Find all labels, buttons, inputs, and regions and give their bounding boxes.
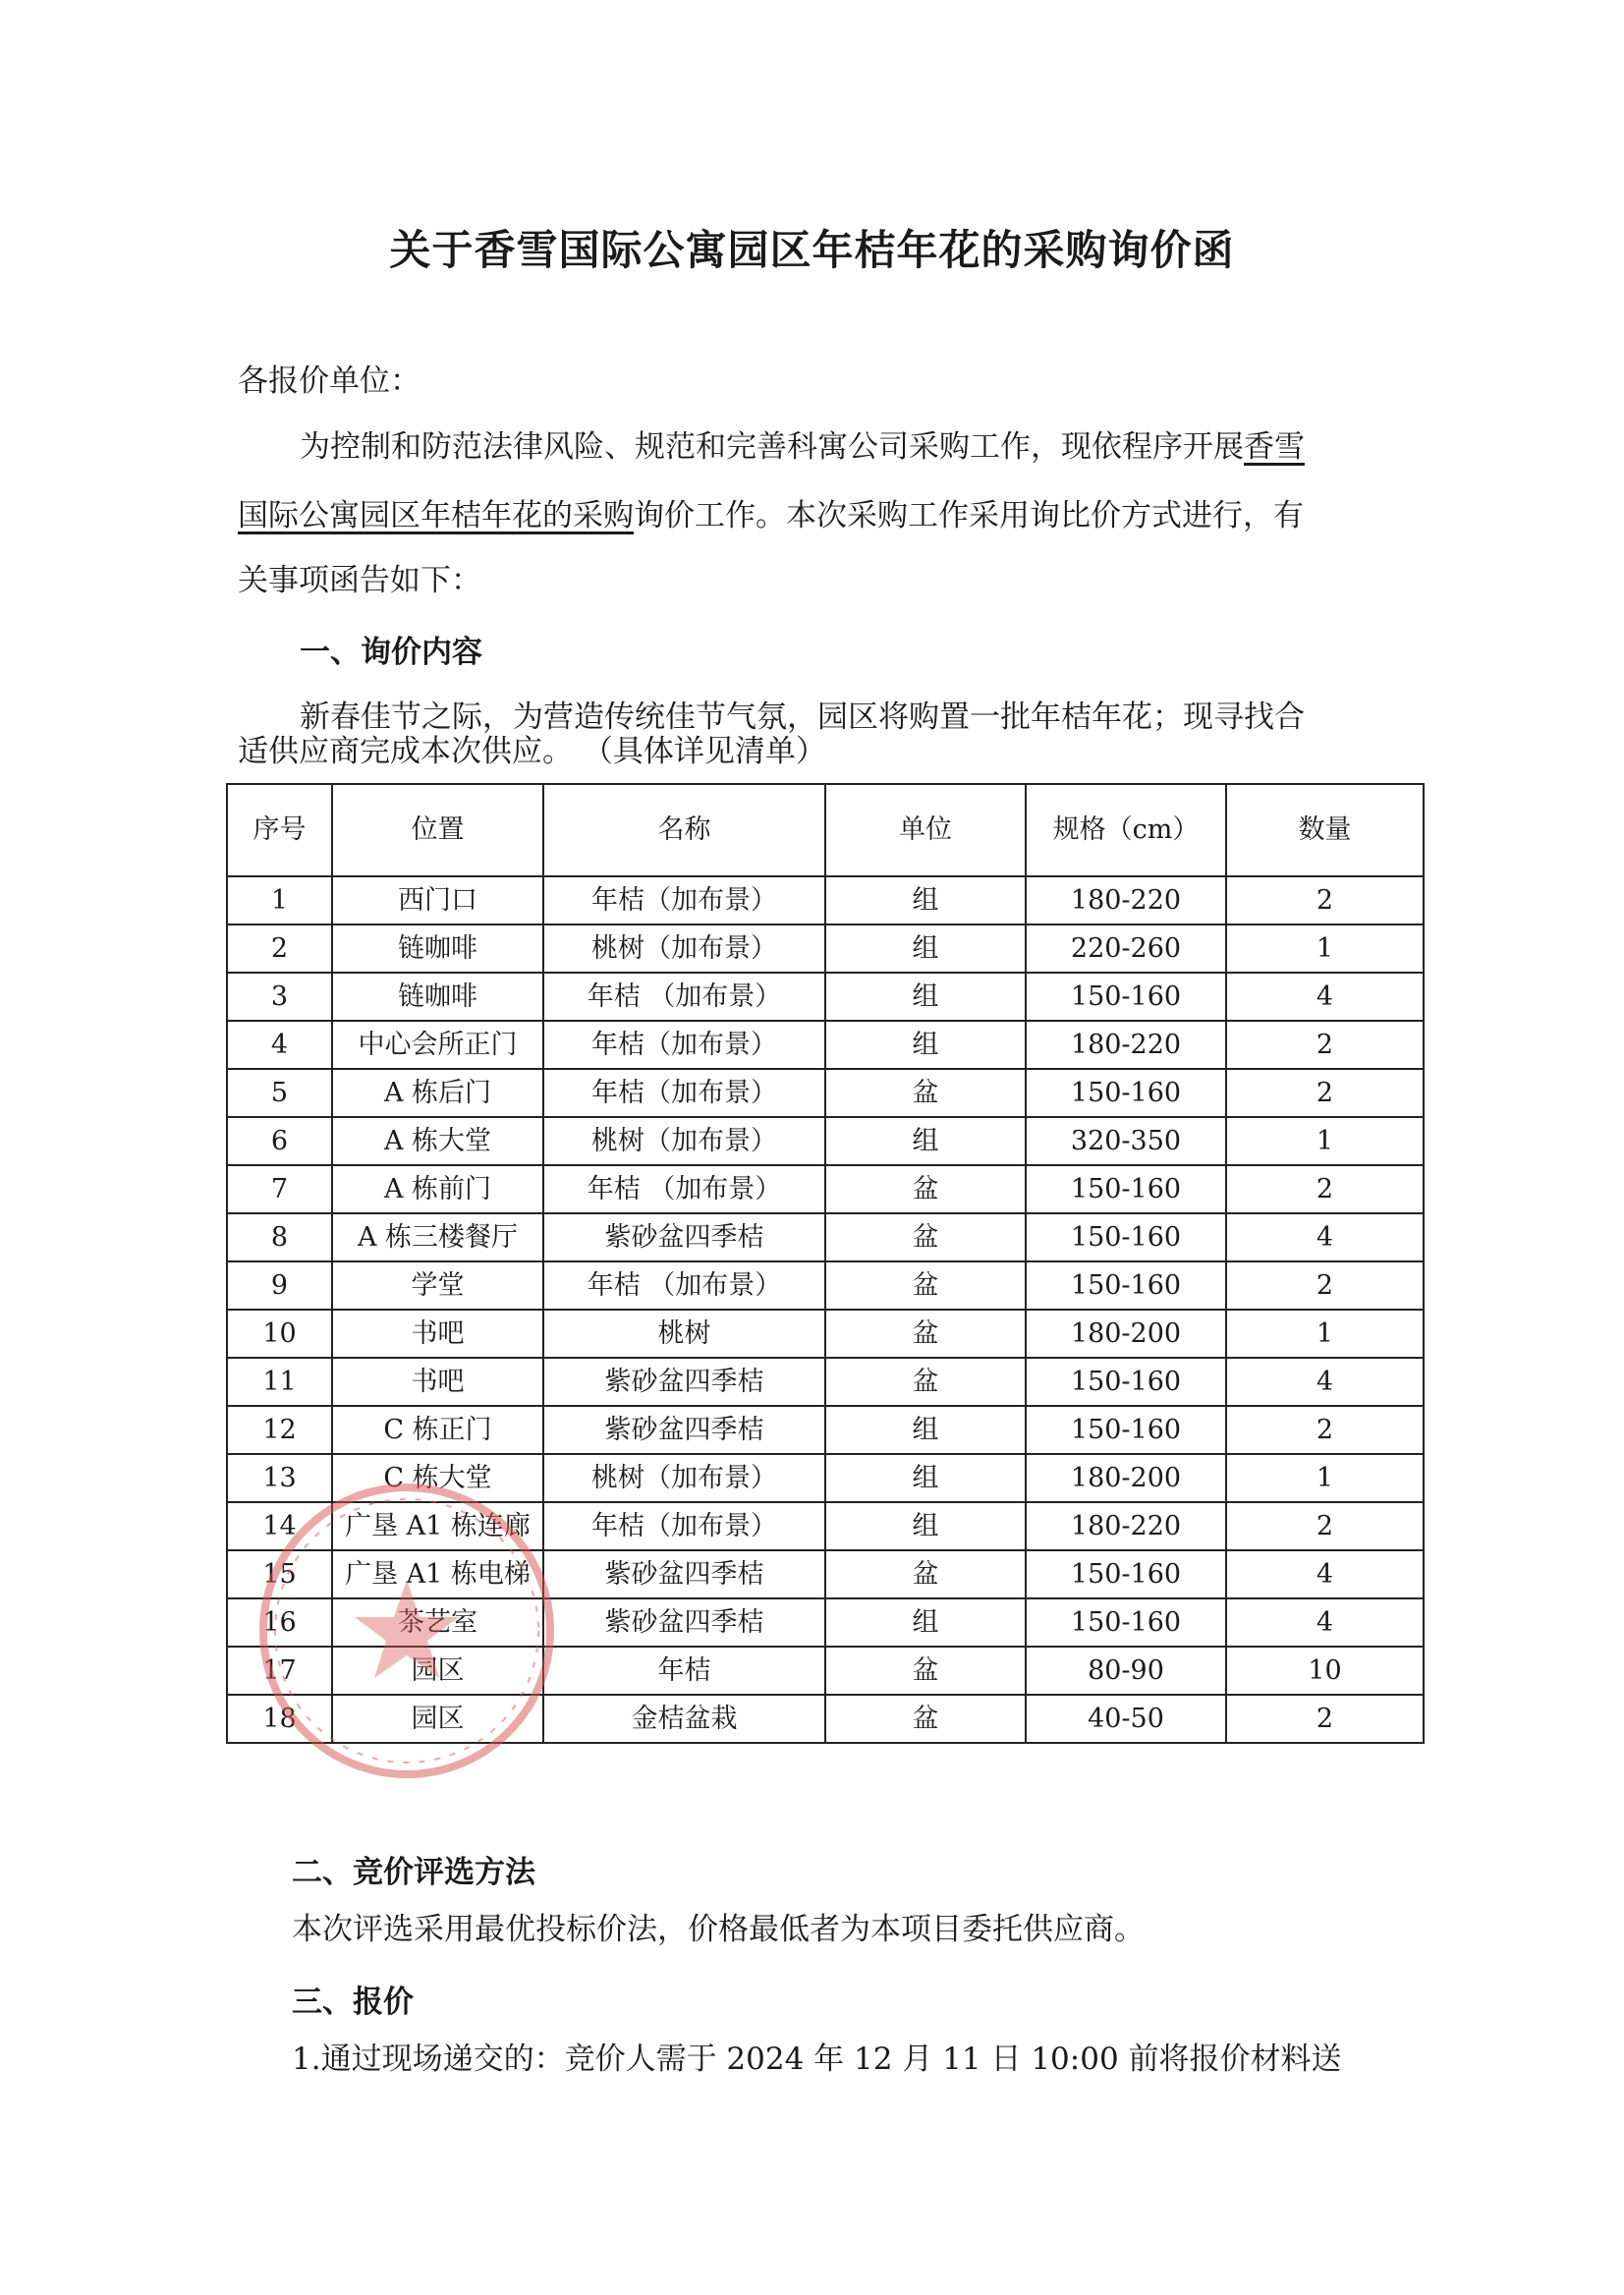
table-row <box>227 1261 1424 1310</box>
table-row <box>227 924 1424 973</box>
cell-name: 年桔 （加布景） <box>543 973 825 1021</box>
cell-index: 17 <box>227 1647 332 1695</box>
cell-quantity: 2 <box>1226 876 1424 924</box>
cell-spec: 150-160 <box>1026 1598 1226 1647</box>
section-1-line-1: 新春佳节之际，为营造传统佳节气氛，园区将购置一批年桔年花；现寻找合 <box>300 700 1305 735</box>
cell-name: 紫砂盆四季桔 <box>543 1550 825 1598</box>
cell-location: A 栋后门 <box>332 1069 543 1117</box>
cell-index: 3 <box>227 973 332 1021</box>
procurement-list-table <box>226 783 1425 1744</box>
cell-quantity: 10 <box>1226 1647 1424 1695</box>
table-row <box>227 1310 1424 1358</box>
cell-name: 年桔 <box>543 1647 825 1695</box>
table-header-row <box>227 784 1424 876</box>
cell-unit: 盆 <box>825 1358 1026 1406</box>
section-3-heading: 三、报价 <box>292 1985 414 2020</box>
cell-location: A 栋前门 <box>332 1165 543 1213</box>
table-row <box>227 1117 1424 1165</box>
cell-unit: 盆 <box>825 1550 1026 1598</box>
cell-index: 2 <box>227 924 332 973</box>
cell-quantity: 4 <box>1226 1358 1424 1406</box>
intro-line-2-text: 询价工作。本次采购工作采用询比价方式进行，有 <box>634 498 1304 533</box>
header-name: 名称 <box>543 784 825 876</box>
cell-location: 书吧 <box>332 1310 543 1358</box>
header-location: 位置 <box>332 784 543 876</box>
table-row <box>227 1550 1424 1598</box>
cell-spec: 150-160 <box>1026 1165 1226 1213</box>
cell-quantity: 2 <box>1226 1261 1424 1310</box>
intro-line-2 <box>238 483 1304 548</box>
table-row <box>227 1502 1424 1550</box>
cell-index: 5 <box>227 1069 332 1117</box>
cell-unit: 组 <box>825 876 1026 924</box>
cell-location: 园区 <box>332 1695 543 1743</box>
header-quantity: 数量 <box>1226 784 1424 876</box>
cell-quantity: 2 <box>1226 1021 1424 1069</box>
cell-location: A 栋三楼餐厅 <box>332 1213 543 1261</box>
cell-location: 学堂 <box>332 1261 543 1310</box>
document-title: 关于香雪国际公寓园区年桔年花的采购询价函 <box>389 226 1235 274</box>
intro-line-3: 关事项函告如下： <box>238 563 481 598</box>
cell-name: 年桔（加布景） <box>543 876 825 924</box>
cell-unit: 组 <box>825 924 1026 973</box>
cell-index: 4 <box>227 1021 332 1069</box>
project-name-underlined-part1: 香雪 <box>1244 429 1305 465</box>
cell-name: 年桔（加布景） <box>543 1021 825 1069</box>
cell-quantity: 4 <box>1226 973 1424 1021</box>
cell-unit: 盆 <box>825 1213 1026 1261</box>
cell-quantity: 2 <box>1226 1406 1424 1454</box>
cell-quantity: 4 <box>1226 1550 1424 1598</box>
cell-quantity: 2 <box>1226 1502 1424 1550</box>
table-row <box>227 1598 1424 1647</box>
cell-unit: 盆 <box>825 1069 1026 1117</box>
cell-location: 中心会所正门 <box>332 1021 543 1069</box>
cell-name: 年桔（加布景） <box>543 1502 825 1550</box>
cell-spec: 150-160 <box>1026 1550 1226 1598</box>
cell-name: 紫砂盆四季桔 <box>543 1213 825 1261</box>
table-row <box>227 1358 1424 1406</box>
cell-spec: 180-200 <box>1026 1454 1226 1502</box>
cell-quantity: 1 <box>1226 924 1424 973</box>
table-row <box>227 1695 1424 1743</box>
cell-spec: 150-160 <box>1026 1261 1226 1310</box>
table-row <box>227 1213 1424 1261</box>
table-row <box>227 1021 1424 1069</box>
intro-line-1 <box>300 415 1305 479</box>
cell-index: 11 <box>227 1358 332 1406</box>
cell-unit: 组 <box>825 1454 1026 1502</box>
table-row <box>227 1069 1424 1117</box>
cell-index: 15 <box>227 1550 332 1598</box>
table-row <box>227 1406 1424 1454</box>
table-row <box>227 973 1424 1021</box>
cell-unit: 组 <box>825 1598 1026 1647</box>
cell-index: 7 <box>227 1165 332 1213</box>
cell-quantity: 1 <box>1226 1454 1424 1502</box>
cell-quantity: 2 <box>1226 1165 1424 1213</box>
cell-spec: 180-220 <box>1026 1021 1226 1069</box>
cell-unit: 组 <box>825 1117 1026 1165</box>
cell-unit: 盆 <box>825 1647 1026 1695</box>
cell-unit: 盆 <box>825 1695 1026 1743</box>
cell-name: 年桔 （加布景） <box>543 1261 825 1310</box>
cell-spec: 180-220 <box>1026 1502 1226 1550</box>
salutation: 各报价单位： <box>238 364 420 399</box>
cell-unit: 组 <box>825 973 1026 1021</box>
cell-spec: 150-160 <box>1026 1358 1226 1406</box>
table-row <box>227 1647 1424 1695</box>
cell-name: 年桔（加布景） <box>543 1069 825 1117</box>
cell-unit: 组 <box>825 1406 1026 1454</box>
cell-unit: 组 <box>825 1021 1026 1069</box>
cell-unit: 盆 <box>825 1165 1026 1213</box>
cell-spec: 40-50 <box>1026 1695 1226 1743</box>
cell-name: 桃树（加布景） <box>543 1454 825 1502</box>
cell-unit: 盆 <box>825 1310 1026 1358</box>
section-1-line-2: 适供应商完成本次供应。 （具体详见清单） <box>238 734 826 769</box>
cell-index: 18 <box>227 1695 332 1743</box>
cell-spec: 180-200 <box>1026 1310 1226 1358</box>
cell-name: 桃树（加布景） <box>543 924 825 973</box>
cell-location: 链咖啡 <box>332 924 543 973</box>
cell-quantity: 1 <box>1226 1117 1424 1165</box>
cell-spec: 180-220 <box>1026 876 1226 924</box>
header-unit: 单位 <box>825 784 1026 876</box>
cell-name: 金桔盆栽 <box>543 1695 825 1743</box>
cell-location: 茶艺室 <box>332 1598 543 1647</box>
cell-spec: 150-160 <box>1026 973 1226 1021</box>
section-1-heading: 一、询价内容 <box>300 635 482 670</box>
cell-spec: 150-160 <box>1026 1406 1226 1454</box>
cell-spec: 80-90 <box>1026 1647 1226 1695</box>
cell-name: 紫砂盆四季桔 <box>543 1406 825 1454</box>
project-name-underlined-part2: 国际公寓园区年桔年花的采购 <box>238 498 634 533</box>
cell-quantity: 4 <box>1226 1598 1424 1647</box>
cell-location: 西门口 <box>332 876 543 924</box>
cell-name: 桃树（加布景） <box>543 1117 825 1165</box>
cell-location: 书吧 <box>332 1358 543 1406</box>
cell-unit: 组 <box>825 1502 1026 1550</box>
cell-location: 园区 <box>332 1647 543 1695</box>
section-2-body: 本次评选采用最优投标价法，价格最低者为本项目委托供应商。 <box>292 1912 1145 1947</box>
cell-spec: 150-160 <box>1026 1213 1226 1261</box>
cell-index: 9 <box>227 1261 332 1310</box>
cell-location: 广垦 A1 栋连廊 <box>332 1502 543 1550</box>
cell-spec: 150-160 <box>1026 1069 1226 1117</box>
header-index: 序号 <box>227 784 332 876</box>
cell-location: A 栋大堂 <box>332 1117 543 1165</box>
cell-index: 14 <box>227 1502 332 1550</box>
cell-quantity: 2 <box>1226 1069 1424 1117</box>
cell-index: 12 <box>227 1406 332 1454</box>
cell-unit: 盆 <box>825 1261 1026 1310</box>
table-row <box>227 1165 1424 1213</box>
cell-index: 16 <box>227 1598 332 1647</box>
section-3-item-1: 1.通过现场递交的：竞价人需于 2024 年 12 月 11 日 10:00 前将报价材料送 <box>292 2042 1342 2077</box>
cell-location: C 栋大堂 <box>332 1454 543 1502</box>
intro-line-1-text: 为控制和防范法律风险、规范和完善科寓公司采购工作，现依程序开展 <box>300 429 1244 465</box>
cell-index: 1 <box>227 876 332 924</box>
table-row <box>227 1454 1424 1502</box>
cell-spec: 320-350 <box>1026 1117 1226 1165</box>
cell-location: 广垦 A1 栋电梯 <box>332 1550 543 1598</box>
cell-index: 13 <box>227 1454 332 1502</box>
section-2-heading: 二、竞价评选方法 <box>292 1855 535 1890</box>
cell-location: 链咖啡 <box>332 973 543 1021</box>
table-row <box>227 876 1424 924</box>
cell-name: 紫砂盆四季桔 <box>543 1358 825 1406</box>
cell-quantity: 2 <box>1226 1695 1424 1743</box>
cell-name: 桃树 <box>543 1310 825 1358</box>
header-spec: 规格（cm） <box>1026 784 1226 876</box>
cell-name: 紫砂盆四季桔 <box>543 1598 825 1647</box>
cell-index: 10 <box>227 1310 332 1358</box>
cell-quantity: 4 <box>1226 1213 1424 1261</box>
cell-spec: 220-260 <box>1026 924 1226 973</box>
cell-quantity: 1 <box>1226 1310 1424 1358</box>
cell-name: 年桔 （加布景） <box>543 1165 825 1213</box>
cell-index: 6 <box>227 1117 332 1165</box>
cell-location: C 栋正门 <box>332 1406 543 1454</box>
cell-index: 8 <box>227 1213 332 1261</box>
